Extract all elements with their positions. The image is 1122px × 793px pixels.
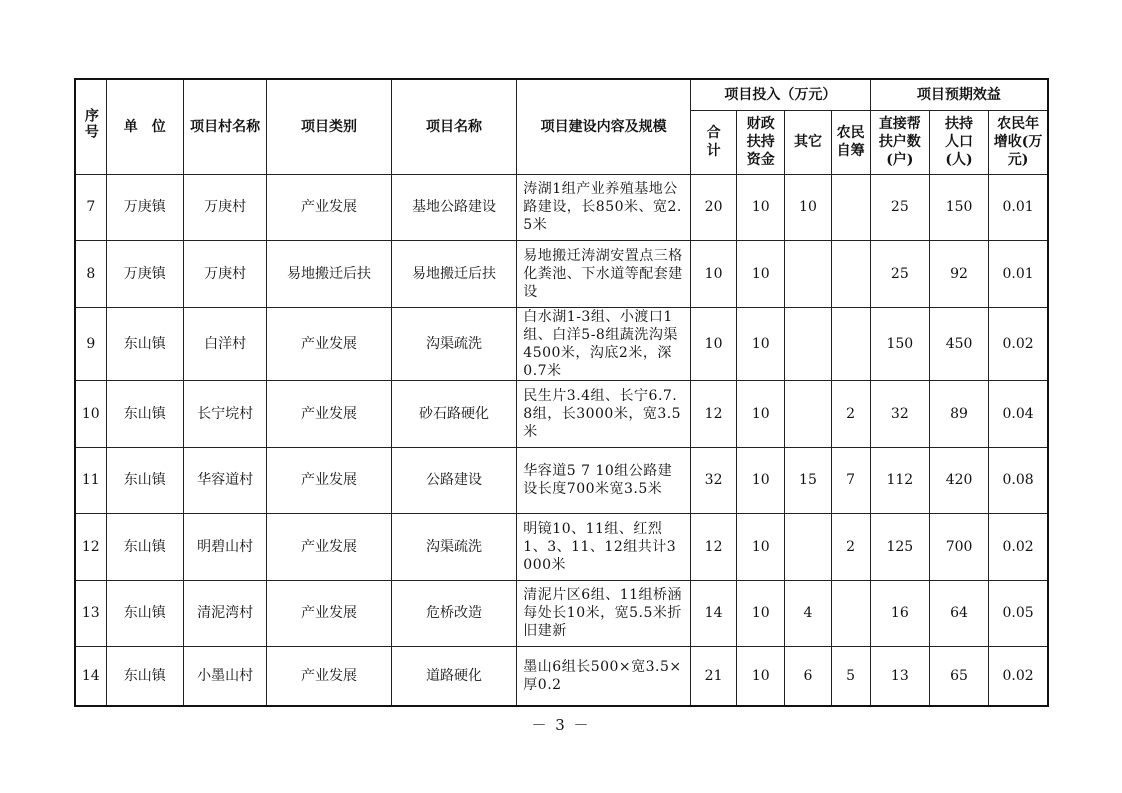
cell-seq: 12 (75, 514, 106, 581)
table-row (75, 241, 1048, 308)
cell-other: 15 (785, 447, 831, 514)
cell-unit: 万庚镇 (106, 174, 183, 241)
header-seq: 序号 (75, 79, 106, 174)
header-investment-group: 项目投入（万元） (690, 79, 870, 110)
cell-self: 2 (831, 381, 870, 448)
cell-project: 沟渠疏洗 (391, 514, 517, 581)
cell-category: 产业发展 (267, 447, 392, 514)
cell-income: 0.02 (989, 307, 1048, 381)
table-row (75, 580, 1048, 647)
cell-category: 产业发展 (267, 174, 392, 241)
cell-other (785, 514, 831, 581)
cell-total: 10 (690, 307, 736, 381)
cell-unit: 东山镇 (106, 381, 183, 448)
cell-total: 21 (690, 647, 736, 706)
cell-unit: 东山镇 (106, 647, 183, 706)
cell-households: 125 (870, 514, 929, 581)
cell-total: 10 (690, 241, 736, 308)
cell-fiscal: 10 (737, 174, 785, 241)
cell-content: 华容道5 7 10组公路建设长度700米宽3.5米 (517, 447, 691, 514)
cell-population: 150 (929, 174, 988, 241)
cell-households: 13 (870, 647, 929, 706)
table-row (75, 174, 1048, 241)
header-farmer-self: 农民自筹 (831, 110, 870, 174)
cell-fiscal: 10 (737, 381, 785, 448)
cell-income: 0.04 (989, 381, 1048, 448)
cell-income: 0.08 (989, 447, 1048, 514)
table-row (75, 514, 1048, 581)
cell-category: 产业发展 (267, 647, 392, 706)
cell-village: 华容道村 (183, 447, 266, 514)
cell-population: 89 (929, 381, 988, 448)
cell-seq: 13 (75, 580, 106, 647)
cell-other (785, 241, 831, 308)
header-income: 农民年增收(万元) (989, 110, 1048, 174)
header-content: 项目建设内容及规模 (517, 79, 691, 174)
cell-project: 基地公路建设 (391, 174, 517, 241)
cell-project: 易地搬迁后扶 (391, 241, 517, 308)
cell-total: 20 (690, 174, 736, 241)
cell-village: 小墨山村 (183, 647, 266, 706)
cell-other: 6 (785, 647, 831, 706)
header-population: 扶持人口(人) (929, 110, 988, 174)
cell-other: 4 (785, 580, 831, 647)
cell-self (831, 307, 870, 381)
cell-fiscal: 10 (737, 580, 785, 647)
cell-total: 14 (690, 580, 736, 647)
table-body (75, 174, 1048, 706)
cell-other: 10 (785, 174, 831, 241)
cell-seq: 8 (75, 241, 106, 308)
cell-content: 墨山6组长500×宽3.5×厚0.2 (517, 647, 691, 706)
cell-self: 7 (831, 447, 870, 514)
page-number: － 3 － (531, 716, 591, 734)
cell-self (831, 241, 870, 308)
cell-project: 危桥改造 (391, 580, 517, 647)
cell-population: 700 (929, 514, 988, 581)
cell-income: 0.01 (989, 241, 1048, 308)
cell-fiscal: 10 (737, 307, 785, 381)
cell-unit: 东山镇 (106, 447, 183, 514)
cell-village: 万庚村 (183, 174, 266, 241)
cell-population: 420 (929, 447, 988, 514)
table-row (75, 447, 1048, 514)
cell-self: 2 (831, 514, 870, 581)
cell-other (785, 307, 831, 381)
header-benefit-group: 项目预期效益 (870, 79, 1048, 110)
project-table (74, 78, 1049, 707)
cell-population: 450 (929, 307, 988, 381)
header-project-name: 项目名称 (391, 79, 517, 174)
cell-total: 32 (690, 447, 736, 514)
cell-seq: 9 (75, 307, 106, 381)
cell-fiscal: 10 (737, 514, 785, 581)
cell-village: 长宁垸村 (183, 381, 266, 448)
cell-category: 易地搬迁后扶 (267, 241, 392, 308)
cell-households: 112 (870, 447, 929, 514)
cell-seq: 11 (75, 447, 106, 514)
table-row (75, 381, 1048, 448)
cell-population: 92 (929, 241, 988, 308)
cell-unit: 东山镇 (106, 307, 183, 381)
header-fiscal: 财政扶持资金 (737, 110, 785, 174)
cell-project: 沟渠疏洗 (391, 307, 517, 381)
cell-content: 民生片3.4组、长宁6.7.8组，长3000米，宽3.5米 (517, 381, 691, 448)
cell-fiscal: 10 (737, 647, 785, 706)
cell-households: 16 (870, 580, 929, 647)
header-unit: 单 位 (106, 79, 183, 174)
cell-self: 5 (831, 647, 870, 706)
cell-category: 产业发展 (267, 580, 392, 647)
cell-content: 清泥片区6组、11组桥涵每处长10米，宽5.5米折旧建新 (517, 580, 691, 647)
cell-category: 产业发展 (267, 381, 392, 448)
cell-content: 白水湖1-3组、小渡口1组、白洋5-8组蔬洗沟渠4500米，沟底2米，深0.7米 (517, 307, 691, 381)
cell-households: 32 (870, 381, 929, 448)
cell-income: 0.05 (989, 580, 1048, 647)
cell-population: 65 (929, 647, 988, 706)
cell-content: 涛湖1组产业养殖基地公路建设，长850米、宽2.5米 (517, 174, 691, 241)
cell-village: 清泥湾村 (183, 580, 266, 647)
cell-seq: 14 (75, 647, 106, 706)
table-row (75, 307, 1048, 381)
cell-population: 64 (929, 580, 988, 647)
header-category: 项目类别 (267, 79, 392, 174)
cell-total: 12 (690, 381, 736, 448)
header-village: 项目村名称 (183, 79, 266, 174)
cell-self (831, 580, 870, 647)
cell-village: 明碧山村 (183, 514, 266, 581)
table-row (75, 647, 1048, 706)
cell-project: 公路建设 (391, 447, 517, 514)
cell-unit: 东山镇 (106, 580, 183, 647)
cell-village: 万庚村 (183, 241, 266, 308)
cell-fiscal: 10 (737, 241, 785, 308)
cell-project: 砂石路硬化 (391, 381, 517, 448)
cell-unit: 东山镇 (106, 514, 183, 581)
cell-self (831, 174, 870, 241)
cell-category: 产业发展 (267, 514, 392, 581)
cell-village: 白洋村 (183, 307, 266, 381)
cell-seq: 7 (75, 174, 106, 241)
cell-fiscal: 10 (737, 447, 785, 514)
cell-income: 0.02 (989, 514, 1048, 581)
cell-households: 25 (870, 174, 929, 241)
cell-other (785, 381, 831, 448)
cell-seq: 10 (75, 381, 106, 448)
cell-income: 0.02 (989, 647, 1048, 706)
cell-category: 产业发展 (267, 307, 392, 381)
cell-households: 150 (870, 307, 929, 381)
cell-unit: 万庚镇 (106, 241, 183, 308)
header-other: 其它 (785, 110, 831, 174)
cell-households: 25 (870, 241, 929, 308)
cell-income: 0.01 (989, 174, 1048, 241)
cell-content: 易地搬迁涛湖安置点三格化粪池、下水道等配套建设 (517, 241, 691, 308)
cell-total: 12 (690, 514, 736, 581)
cell-project: 道路硬化 (391, 647, 517, 706)
header-direct-households: 直接帮扶户数(户) (870, 110, 929, 174)
cell-content: 明镜10、11组、红烈1、3、11、12组共计3000米 (517, 514, 691, 581)
header-total: 合计 (690, 110, 736, 174)
